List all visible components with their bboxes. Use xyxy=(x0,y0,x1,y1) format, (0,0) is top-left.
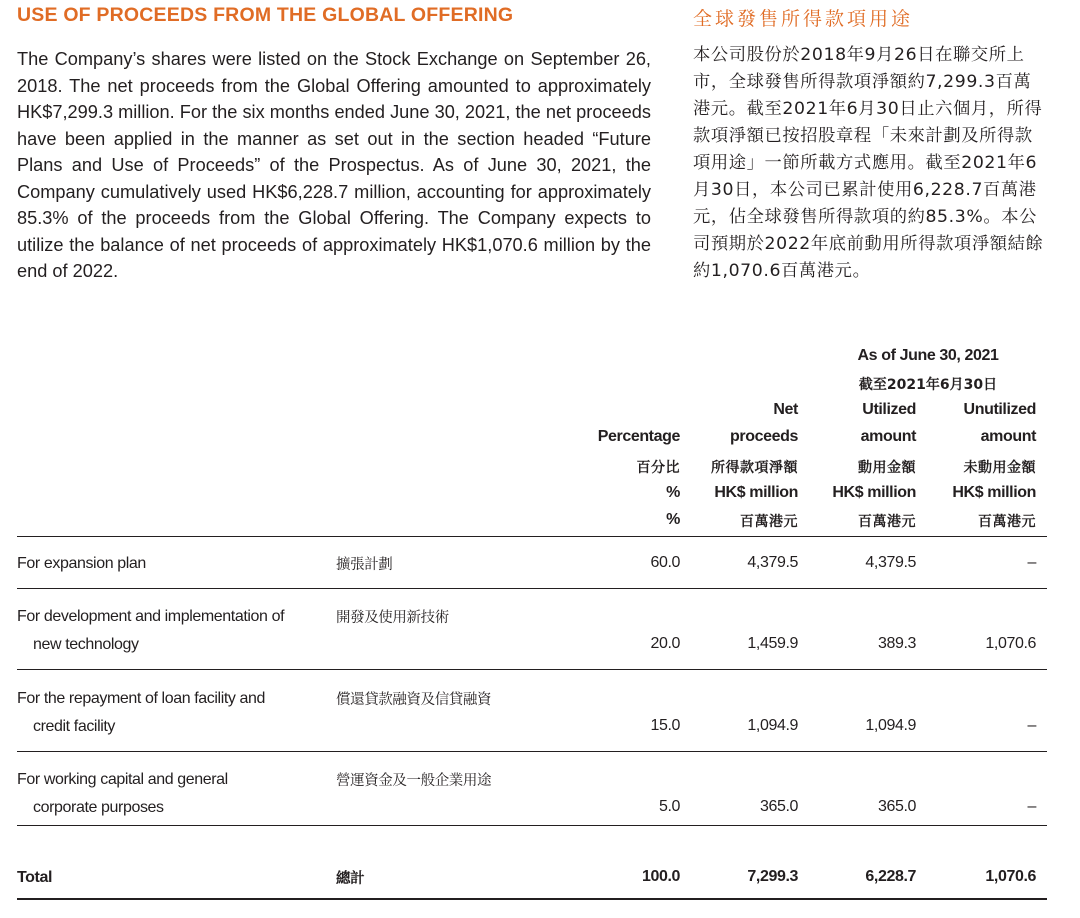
total-utilized: 6,228.7 xyxy=(865,868,916,885)
row-label-en: For the repayment of loan facility and credit facility xyxy=(17,690,266,735)
col-header-utilized-zh: 動用金額 xyxy=(858,460,916,476)
paragraph-zh: 本公司股份於2018年9月26日在聯交所上市，全球發售所得款項淨額約7,299.3百萬港元。截至2021年6月30日止六個月，所得款項淨額已按招股章程「未來計劃及所得款項用途」一節所載方式應用。截至2021年6月30日，本公司已累計使用6,228.7百萬港元，佔全球發售所得款項的約85.3%。本公司預期於2022年底前動用所得款項淨額結餘約1,070.6百萬港元。 xyxy=(693,45,1044,281)
row-unutilized: – xyxy=(1027,554,1036,571)
col-header-net-zh: 所得款項淨額 xyxy=(711,460,798,476)
row-divider xyxy=(17,588,1047,589)
col-header-unutilized-unit-zh: 百萬港元 xyxy=(978,514,1036,530)
period-header-en: As of June 30, 2021 xyxy=(857,347,999,364)
row-percentage: 15.0 xyxy=(650,717,680,734)
row-label-en: For expansion plan xyxy=(17,555,146,572)
section-heading-en: USE OF PROCEEDS FROM THE GLOBAL OFFERING xyxy=(17,4,514,26)
row-divider xyxy=(17,825,1047,826)
row-net-proceeds: 4,379.5 xyxy=(747,554,798,571)
row-label-en: For working capital and general corporate purposes xyxy=(17,771,228,816)
col-header-unutilized-zh: 未動用金額 xyxy=(963,460,1036,476)
total-divider xyxy=(17,898,1047,900)
row-unutilized: – xyxy=(1027,798,1036,815)
header-divider xyxy=(17,536,1047,537)
row-percentage: 60.0 xyxy=(650,554,680,571)
col-header-utilized-unit-zh: 百萬港元 xyxy=(858,514,916,530)
row-label-en: For development and implementation of new technology xyxy=(17,608,285,653)
total-percentage: 100.0 xyxy=(641,868,680,885)
paragraph-en: The Company’s shares were listed on the Stock Exchange on September 26, 2018. The net proceeds from the Global Offering amounted to approximately HK$7,299.3 million. For the six months ended June 30, 2021, the net proceeds have been applied in the manner as set out in the section headed “Future Plans and Use of Proceeds” of the Prospectus. As of June 30, 2021, the Company cumulatively used HK$6,228.7 million, accounting for approximately 85.3% of the proceeds from the Global Offering. The Company expects to utilize the balance of net proceeds of approximately HK$1,070.6 million by the end of 2022. xyxy=(17,49,651,281)
row-percentage: 5.0 xyxy=(658,798,680,815)
row-utilized: 365.0 xyxy=(877,798,916,815)
col-header-net-en2: proceeds xyxy=(730,428,798,445)
col-header-percentage-unit-zh: % xyxy=(666,511,680,528)
period-header-zh: 截至2021年6月30日 xyxy=(858,377,998,393)
row-unutilized: 1,070.6 xyxy=(985,635,1036,652)
row-label-zh: 擴張計劃 xyxy=(336,557,393,573)
col-header-utilized-en2: amount xyxy=(860,428,916,445)
row-net-proceeds: 365.0 xyxy=(759,798,798,815)
row-utilized: 1,094.9 xyxy=(865,717,916,734)
total-unutilized: 1,070.6 xyxy=(985,868,1036,885)
row-net-proceeds: 1,094.9 xyxy=(747,717,798,734)
col-header-unutilized-en2: amount xyxy=(980,428,1036,445)
row-utilized: 389.3 xyxy=(877,635,916,652)
col-header-unutilized-unit: HK$ million xyxy=(952,484,1036,501)
row-net-proceeds: 1,459.9 xyxy=(747,635,798,652)
col-header-utilized-unit: HK$ million xyxy=(832,484,916,501)
col-header-percentage-en: Percentage xyxy=(597,428,680,445)
row-divider xyxy=(17,669,1047,670)
total-label-en: Total xyxy=(17,869,53,886)
section-heading-zh: 全球發售所得款項用途 xyxy=(693,8,914,30)
col-header-unutilized-en1: Unutilized xyxy=(963,401,1036,418)
col-header-net-unit: HK$ million xyxy=(714,484,798,501)
col-header-percentage-zh: 百分比 xyxy=(636,460,680,476)
row-utilized: 4,379.5 xyxy=(865,554,916,571)
row-label-zh: 營運資金及一般企業用途 xyxy=(336,773,492,789)
total-net-proceeds: 7,299.3 xyxy=(747,868,798,885)
col-header-net-en1: Net xyxy=(773,401,798,418)
col-header-net-unit-zh: 百萬港元 xyxy=(740,514,798,530)
col-header-utilized-en1: Utilized xyxy=(862,401,916,418)
col-header-percentage-unit: % xyxy=(666,484,680,501)
row-percentage: 20.0 xyxy=(650,635,680,652)
row-label-zh: 開發及使用新技術 xyxy=(336,610,449,626)
total-label-zh: 總計 xyxy=(336,871,365,887)
row-label-zh: 償還貸款融資及信貸融資 xyxy=(336,692,492,708)
row-unutilized: – xyxy=(1027,717,1036,734)
row-divider xyxy=(17,751,1047,752)
